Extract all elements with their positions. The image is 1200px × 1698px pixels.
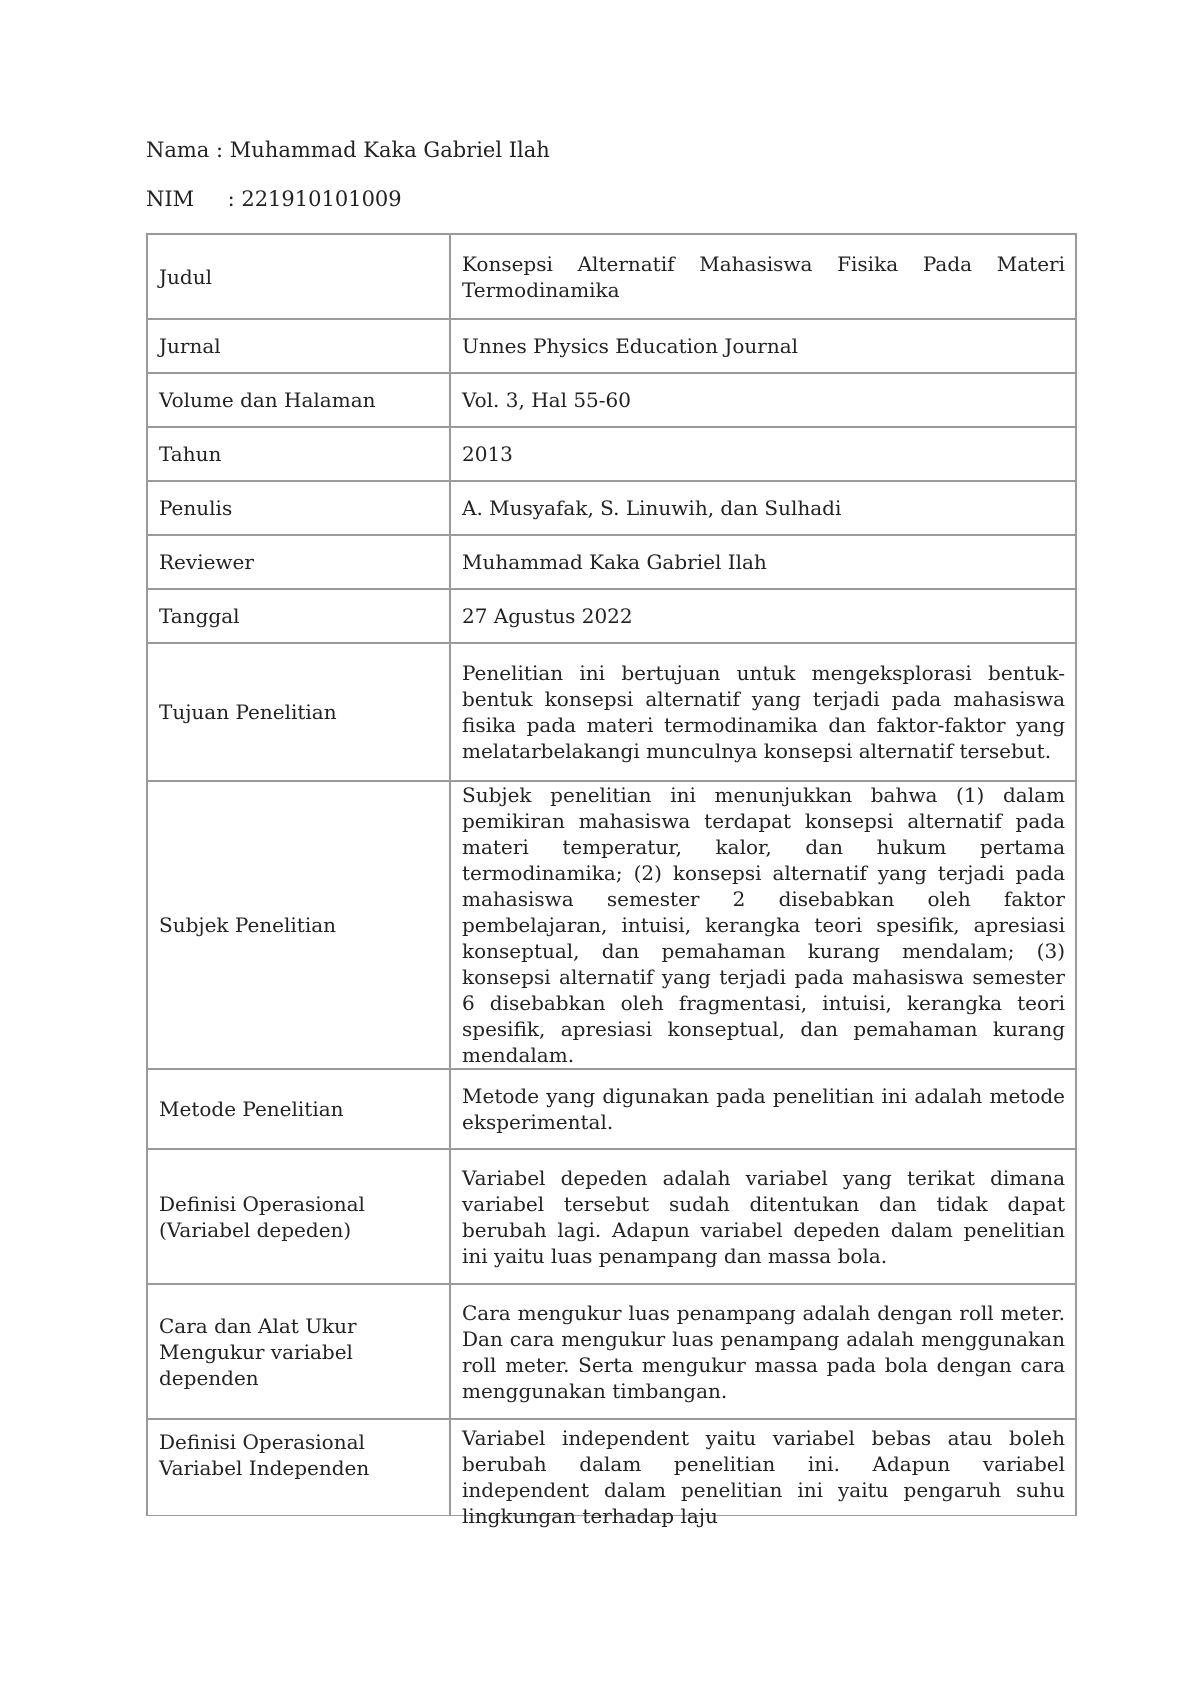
journal-review-table bbox=[146, 233, 1077, 1528]
nim-label: NIM bbox=[146, 187, 195, 211]
row-value-cell bbox=[450, 1069, 1076, 1149]
row-label-cell bbox=[147, 234, 450, 319]
row-label-cell bbox=[147, 643, 450, 781]
row-label-cell bbox=[147, 373, 450, 427]
row-label: Penulis bbox=[159, 496, 233, 520]
row-value: Subjek penelitian ini menunjukkan bahwa (1) dalam pemikiran mahasiswa terdapat konsepsi alternatif pada materi temperatur, kalor, dan hukum pertama termodinamika; (2) konsepsi alternatif yang terjadi pada mahasiswa semester 2 disebabkan oleh faktor pembelajaran, intuisi, kerangka teori spesifik, apresiasi konseptual, dan pemahaman kurang mendalam; (3) konsepsi alternatif yang terjadi pada mahasiswa semester 6 disebabkan oleh fragmentasi, intuisi, kerangka teori spesifik, apresiasi konseptual, dan pemahaman kurang mendalam. bbox=[462, 783, 1065, 1067]
row-value-cell bbox=[450, 535, 1076, 589]
row-value-cell bbox=[450, 481, 1076, 535]
row-label: Judul bbox=[159, 264, 212, 289]
row-label: Reviewer bbox=[159, 550, 254, 574]
student-nim-line: NIM : 221910101009 bbox=[146, 187, 402, 211]
table-row bbox=[147, 535, 1076, 589]
student-name-line: Nama : Muhammad Kaka Gabriel Ilah bbox=[146, 138, 550, 162]
table-row bbox=[147, 1069, 1076, 1149]
row-value: Vol. 3, Hal 55-60 bbox=[462, 388, 631, 412]
row-value: Unnes Physics Education Journal bbox=[462, 334, 799, 358]
row-value: 2013 bbox=[462, 442, 513, 466]
row-value: Variabel depeden adalah variabel yang terikat dimana variabel tersebut sudah ditentukan dan tidak dapat berubah lagi. Adapun variabel depeden dalam penelitian ini yaitu luas penampang dan massa bola. bbox=[462, 1165, 1065, 1268]
row-label-cell bbox=[147, 1284, 450, 1419]
row-value: Cara mengukur luas penampang adalah dengan roll meter. Dan cara mengukur luas penampang adalah menggunakan roll meter. Serta mengukur massa pada bola dengan cara menggunakan timbangan. bbox=[462, 1300, 1065, 1403]
table-row bbox=[147, 589, 1076, 643]
row-value: Muhammad Kaka Gabriel Ilah bbox=[462, 550, 767, 574]
row-value: Penelitian ini bertujuan untuk mengeksplorasi bentuk-bentuk konsepsi alternatif yang terjadi pada mahasiswa fisika pada materi termodinamika dan faktor-faktor yang melatarbelakangi munculnya konsepsi alternatif tersebut. bbox=[462, 661, 1065, 763]
row-value: Konsepsi Alternatif Mahasiswa Fisika Pada Materi Termodinamika bbox=[462, 251, 1065, 302]
row-value-cell bbox=[450, 427, 1076, 481]
table-row bbox=[147, 643, 1076, 781]
row-value-cell bbox=[450, 1419, 1076, 1528]
row-label-cell bbox=[147, 1149, 450, 1284]
row-label-cell bbox=[147, 481, 450, 535]
row-label-clip bbox=[159, 1420, 441, 1515]
table-row bbox=[147, 1284, 1076, 1419]
row-value-cell bbox=[450, 1284, 1076, 1419]
row-value-cell bbox=[450, 319, 1076, 373]
row-label-cell bbox=[147, 781, 450, 1069]
row-value-cell bbox=[450, 643, 1076, 781]
row-label: Tujuan Penelitian bbox=[159, 700, 337, 724]
row-label-cell bbox=[147, 319, 450, 373]
row-value-clip bbox=[462, 1420, 1065, 1528]
row-label-cell bbox=[147, 1419, 450, 1516]
row-label: Volume dan Halaman bbox=[159, 388, 376, 412]
row-value: Variabel independent yaitu variabel bebas atau boleh berubah dalam penelitian ini. Adapun variabel independent dalam penelitian ini yaitu pengaruh suhu lingkungan terhadap laju bbox=[462, 1426, 1065, 1528]
row-label-cell bbox=[147, 1069, 450, 1149]
row-label: Cara dan Alat Ukur Mengukur variabel dependen bbox=[159, 1313, 357, 1390]
nama-label: Nama bbox=[146, 138, 210, 162]
row-value: A. Musyafak, S. Linuwih, dan Sulhadi bbox=[462, 496, 842, 520]
row-label-cell bbox=[147, 427, 450, 481]
row-value-cell bbox=[450, 234, 1076, 319]
row-value: 27 Agustus 2022 bbox=[462, 604, 633, 628]
nama-value: Muhammad Kaka Gabriel Ilah bbox=[229, 138, 550, 162]
row-label: Tanggal bbox=[159, 604, 240, 628]
nim-value: 221910101009 bbox=[241, 187, 402, 211]
table-row bbox=[147, 234, 1076, 319]
table-row bbox=[147, 1149, 1076, 1284]
row-label: Definisi Operasional (Variabel depeden) bbox=[159, 1191, 365, 1242]
table-row bbox=[147, 1419, 1076, 1516]
row-value-cell bbox=[450, 781, 1076, 1069]
row-label: Subjek Penelitian bbox=[159, 913, 337, 937]
row-value-cell bbox=[450, 373, 1076, 427]
row-label: Metode Penelitian bbox=[159, 1097, 344, 1121]
table-row bbox=[147, 427, 1076, 481]
table-row bbox=[147, 373, 1076, 427]
row-label-cell bbox=[147, 535, 450, 589]
row-label: Jurnal bbox=[159, 334, 221, 358]
row-label: Tahun bbox=[159, 442, 222, 466]
table-row bbox=[147, 781, 1076, 1069]
row-value-cell bbox=[450, 589, 1076, 643]
row-label: Definisi Operasional Variabel Independen bbox=[159, 1430, 370, 1480]
row-label-cell bbox=[147, 589, 450, 643]
row-value: Metode yang digunakan pada penelitian ini adalah metode eksperimental. bbox=[462, 1084, 1065, 1134]
row-value-cell bbox=[450, 1149, 1076, 1284]
table-row bbox=[147, 319, 1076, 373]
table-row bbox=[147, 481, 1076, 535]
